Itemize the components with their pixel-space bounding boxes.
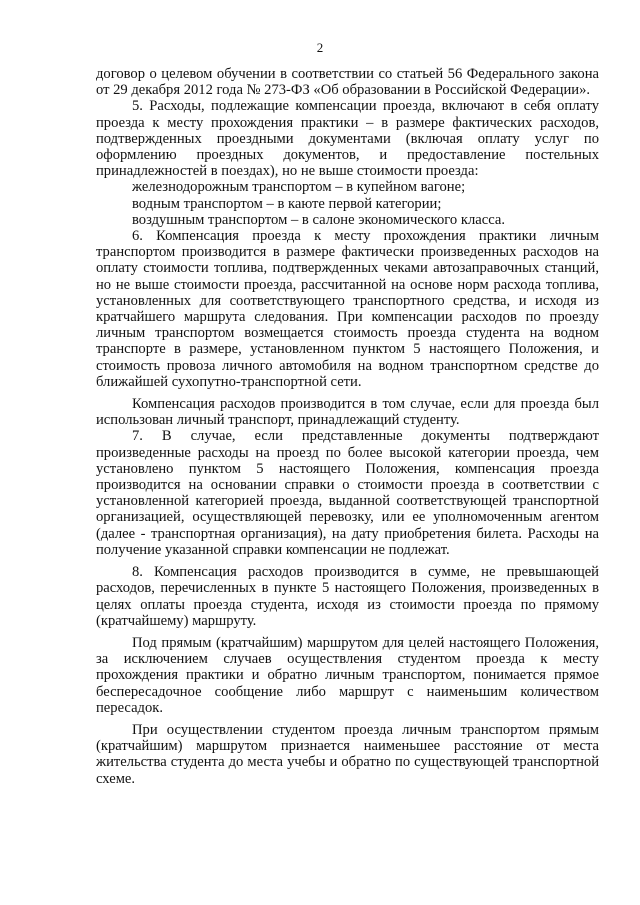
list-item-railway: железнодорожным транспортом – в купейном вагоне;	[132, 179, 466, 196]
paragraph-personal-transport: Компенсация расходов производится в том случае, если для проезда был использован личный транспорт, принадлежащий студенту.	[96, 396, 599, 429]
paragraph-clause-5: 5. Расходы, подлежащие компенсации проезда, включают в себя оплату проезда к месту прохождения практики – в размере фактических расходов, подтвержденных проездными документами (включая оплату услуг по оформлению проездных документов, и предоставление постельных принадлежностей в поездах), но не выше стоимости проезда:	[96, 98, 599, 180]
page-number: 2	[316, 40, 324, 55]
document-body	[96, 66, 599, 787]
paragraph-clause-8: 8. Компенсация расходов производится в сумме, не превышающей расходов, перечисленных в пункте 5 настоящего Положения, произведенных в целях оплаты проезда студента, исходя из стоимости проезда по прямому (кратчайшему) маршруту.	[96, 564, 599, 629]
paragraph-target-agreement: договор о целевом обучении в соответствии со статьей 56 Федерального закона от 29 декабря 2012 года № 273-ФЗ «Об образовании в Российской Федерации».	[96, 66, 599, 99]
paragraph-clause-7: 7. В случае, если представленные документы подтверждают произведенные расходы на проезд по более высокой категории проезда, чем установлено пунктом 5 настоящего Положения, компенсация проезда производится на основании справки о стоимости проезда в соответствии с установленной категорией проезда, выданной соответствующей транспортной организацией, осуществляющей перевозку, или ее уполномоченным агентом (далее - транспортная организация), на дату приобретения билета. Расходы на получение указанной справки компенсации не подлежат.	[96, 428, 599, 558]
paragraph-clause-6: 6. Компенсация проезда к месту прохождения практики личным транспортом производится в размере фактически произведенных расходов на оплату стоимости топлива, подтвержденных чеками автозаправочных станций, но не выше стоимости проезда, рассчитанной на основе норм расхода топлива, установленных для соответствующего транспортного средства, и исходя из кратчайшего маршрута следования. При компенсации расходов по проезду личным транспортом возмещается стоимость проезда студента на водном транспорте в размере, установленном пунктом 5 настоящего Положения, и стоимость провоза личного автомобиля на водном транспортном средстве до ближайшей сухопутно-транспортной сети.	[96, 228, 599, 390]
list-item-water: водным транспортом – в каюте первой категории;	[132, 195, 442, 212]
list-item-air: воздушным транспортом – в салоне экономического класса.	[132, 211, 505, 228]
paragraph-personal-route-definition: При осуществлении студентом проезда личным транспортом прямым (кратчайшим) маршрутом признается наименьшее расстояние от места жительства студента до места учебы и обратно по существующей транспортной схеме.	[96, 721, 599, 787]
paragraph-direct-route-definition: Под прямым (кратчайшим) маршрутом для целей настоящего Положения, за исключением случаев осуществления студентом проезда к месту прохождения практики и обратно личным транспортом, понимается прямое беспересадочное сообщение либо маршрут с наименьшим количеством пересадок.	[96, 634, 599, 716]
